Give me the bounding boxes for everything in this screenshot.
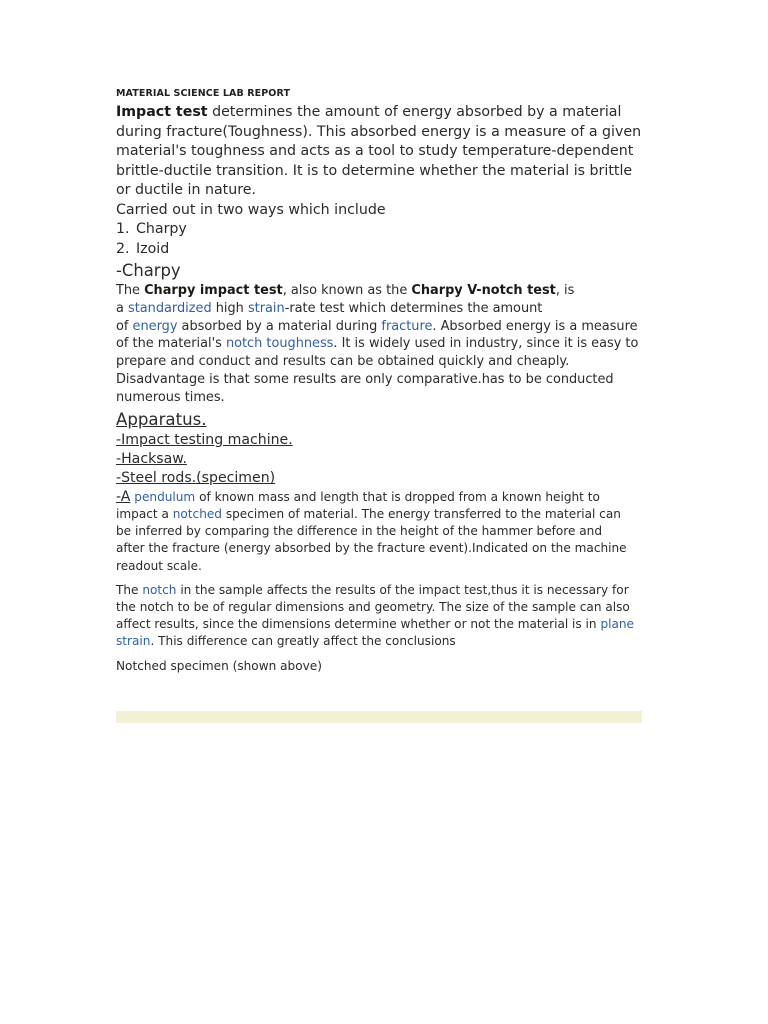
charpy-line: prepare and conduct and results can be obtained quickly and cheaply. [116,354,570,370]
list-item: 2. Izoid [116,240,170,257]
notch-paragraph [116,582,656,651]
list-item: -Steel rods.(specimen) [116,470,276,487]
notched-link[interactable]: notched [172,507,222,521]
pendulum-line: after the fracture (energy absorbed by the fracture event).Indicated on the machine [116,541,627,556]
image-placeholder-bar [116,711,642,723]
standardized-link[interactable]: standardized [128,300,212,316]
intro-line: material's toughness and acts as a tool to study temperature-dependent [116,143,634,159]
notch-line: the notch to be of regular dimensions and geometry. The size of the sample can also [116,600,630,615]
fracture-link[interactable]: fracture [381,318,433,334]
charpy-line: Disadvantage is that some results are only comparative.has to be conducted [116,371,614,387]
apparatus-list [116,431,656,489]
strain-link[interactable]: strain [247,300,285,316]
notch-link[interactable]: notch [142,582,177,597]
pendulum-line: readout scale. [116,558,202,573]
charpy-line: of energy absorbed by a material during fracture. Absorbed energy is a measure [116,318,638,334]
intro-line: or ductile in nature. [116,182,256,198]
notch-line: affect results, since the dimensions determine whether or not the material is in plane [116,617,634,632]
charpy-heading: -Charpy [116,261,181,280]
methods-list [116,201,656,260]
list-item: -Hacksaw. [116,450,187,467]
notch-line: strain. This difference can greatly affect the conclusions [116,634,456,649]
plane-strain-link[interactable]: plane [600,617,634,632]
intro-line: brittle-ductile transition. It is to determine whether the material is brittle [116,162,633,179]
notch-line: The notch in the sample affects the results of the impact test,thus it is necessary for [116,582,629,597]
list-item: -Impact testing machine. [116,431,293,448]
charpy-line: numerous times. [116,389,225,405]
pendulum-paragraph [116,489,656,575]
intro-line: during fracture(Toughness). This absorbed energy is a measure of a given [116,123,642,140]
pendulum-link[interactable]: pendulum [134,489,196,504]
report-title: MATERIAL SCIENCE LAB REPORT [116,88,291,99]
pendulum-line: impact a notched specimen of material. The energy transferred to the material can [116,507,621,521]
charpy-line: a standardized high strain-rate test which determines the amount [116,300,543,316]
notch-toughness-link[interactable]: notch toughness [225,336,334,352]
document-body [116,86,656,675]
impact-test-term: Impact test [116,104,208,120]
plane-strain-link[interactable]: strain [116,634,151,649]
pendulum-line: -A pendulum of known mass and length that is dropped from a known height to [116,488,600,505]
charpy-line: of the material's notch toughness. It is widely used in industry, since it is easy to [116,336,639,352]
apparatus-heading: Apparatus. [116,409,207,429]
intro-paragraph [116,103,656,201]
list-item: 1. Charpy [116,221,187,237]
charpy-paragraph [116,282,656,407]
energy-link[interactable]: energy [132,318,178,334]
pendulum-line: be inferred by comparing the difference in the height of the hammer before and [116,524,603,539]
charpy-line: The Charpy impact test, also known as the Charpy V-notch test, is [116,283,575,298]
intro-line: Impact test determines the amount of energy absorbed by a material [116,104,622,120]
methods-lead: Carried out in two ways which include [116,201,386,218]
figure-caption: Notched specimen (shown above) [116,658,322,673]
